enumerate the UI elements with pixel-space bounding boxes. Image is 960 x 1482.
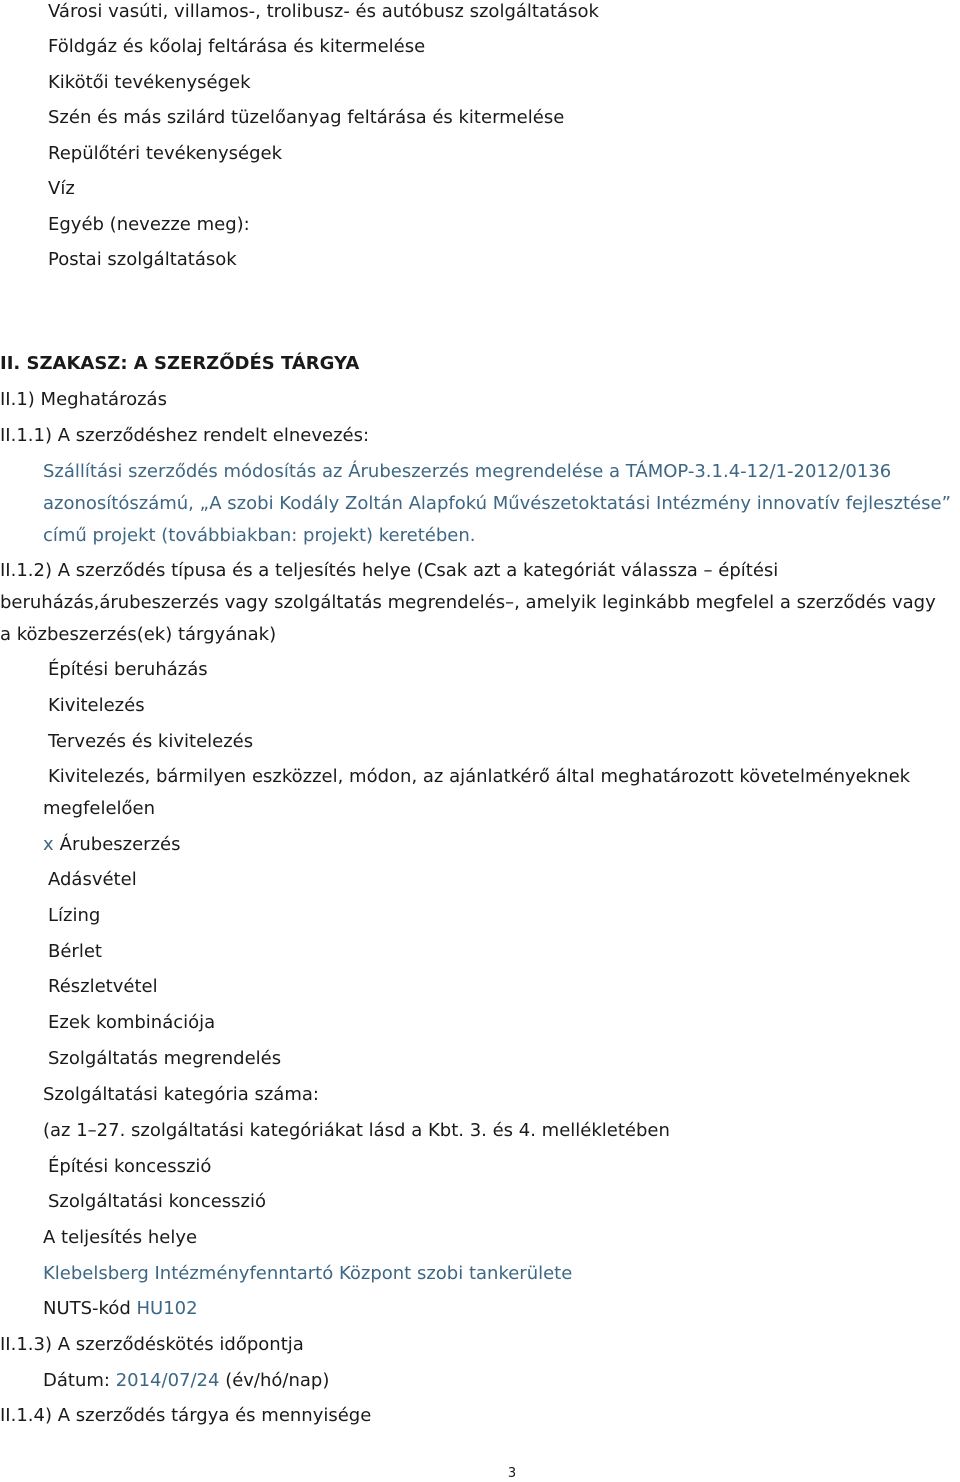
option-arubeszerzes (43, 833, 180, 857)
option-epitesi-beruhazas: Építési beruházás (48, 659, 208, 680)
nuts-code-value: HU102 (136, 1298, 198, 1319)
option-epitesi-koncesszio: Építési koncesszió (48, 1156, 212, 1177)
entity-type-gas-oil: Földgáz és kőolaj feltárása és kitermelése (48, 36, 426, 57)
entity-type-port: Kikötői tevékenységek (48, 72, 251, 93)
option-kivitelezes-barmilyen-line-2: megfelelően (43, 798, 156, 819)
nuts-code-label: NUTS-kód (43, 1298, 131, 1319)
subsection-ii-1-1: II.1.1) A szerződéshez rendelt elnevezés: (0, 425, 370, 446)
place-of-performance-value: Klebelsberg Intézményfenntartó Központ szobi tankerülete (43, 1263, 573, 1284)
section-title: II. SZAKASZ: A SZERZŐDÉS TÁRGYA (0, 353, 360, 374)
entity-type-postal: Postai szolgáltatások (48, 249, 237, 270)
contract-date-value: 2014/07/24 (115, 1370, 220, 1391)
option-arubeszerzes-label: Árubeszerzés (59, 834, 181, 855)
nuts-code (43, 1297, 198, 1321)
contract-date-format: (év/hó/nap) (225, 1370, 330, 1391)
entity-type-other: Egyéb (nevezze meg): (48, 214, 250, 235)
option-lizing: Lízing (48, 905, 101, 926)
subsection-ii-1: II.1) Meghatározás (0, 389, 167, 410)
option-reszletvetel: Részletvétel (48, 976, 158, 997)
option-szolgaltatasi-koncesszio: Szolgáltatási koncesszió (48, 1191, 267, 1212)
page-number: 3 (507, 1466, 517, 1481)
entity-type-coal: Szén és más szilárd tüzelőanyag feltárása és kitermelése (48, 107, 565, 128)
place-of-performance-label: A teljesítés helye (43, 1227, 198, 1248)
option-berlet: Bérlet (48, 941, 102, 962)
service-category-number: Szolgáltatási kategória száma: (43, 1084, 319, 1105)
entity-type-airport: Repülőtéri tevékenységek (48, 143, 283, 164)
contract-title-line-2: azonosítószámú, „A szobi Kodály Zoltán Alapfokú Művészetoktatási Intézmény innovatív fejlesztése” (43, 493, 951, 514)
subsection-ii-1-2-line-2: beruházás,árubeszerzés vagy szolgáltatás megrendelés–, amelyik leginkább megfelel a szerződés vagy (0, 592, 936, 613)
option-adasvetel: Adásvétel (48, 869, 137, 890)
service-category-note: (az 1–27. szolgáltatási kategóriákat lásd a Kbt. 3. és 4. mellékletében (43, 1120, 670, 1141)
option-szolgaltatas: Szolgáltatás megrendelés (48, 1048, 282, 1069)
subsection-ii-1-2-line-3: a közbeszerzés(ek) tárgyának) (0, 624, 277, 645)
contract-title-line-1: Szállítási szerződés módosítás az Árubeszerzés megrendelése a TÁMOP-3.1.4-12/1-2012/0136 (43, 461, 892, 482)
entity-type-urban-transport: Városi vasúti, villamos-, trolibusz- és autóbusz szolgáltatások (48, 1, 599, 22)
option-kivitelezes-barmilyen-line-1: Kivitelezés, bármilyen eszközzel, módon, az ajánlatkérő által meghatározott követelményeknek (48, 766, 911, 787)
option-kombinacio: Ezek kombinációja (48, 1012, 216, 1033)
contract-date-label: Dátum: (43, 1370, 110, 1391)
option-tervezes: Tervezés és kivitelezés (48, 731, 254, 752)
subsection-ii-1-2-line-1: II.1.2) A szerződés típusa és a teljesítés helye (Csak azt a kategóriát válassza – építési (0, 560, 779, 581)
entity-type-water: Víz (48, 178, 75, 199)
contract-date (43, 1369, 329, 1393)
subsection-ii-1-4: II.1.4) A szerződés tárgya és mennyisége (0, 1405, 372, 1426)
contract-title-line-3: című projekt (továbbiakban: projekt) keretében. (43, 525, 476, 546)
selected-mark: x (43, 834, 54, 855)
option-kivitelezes: Kivitelezés (48, 695, 145, 716)
subsection-ii-1-3: II.1.3) A szerződéskötés időpontja (0, 1334, 304, 1355)
